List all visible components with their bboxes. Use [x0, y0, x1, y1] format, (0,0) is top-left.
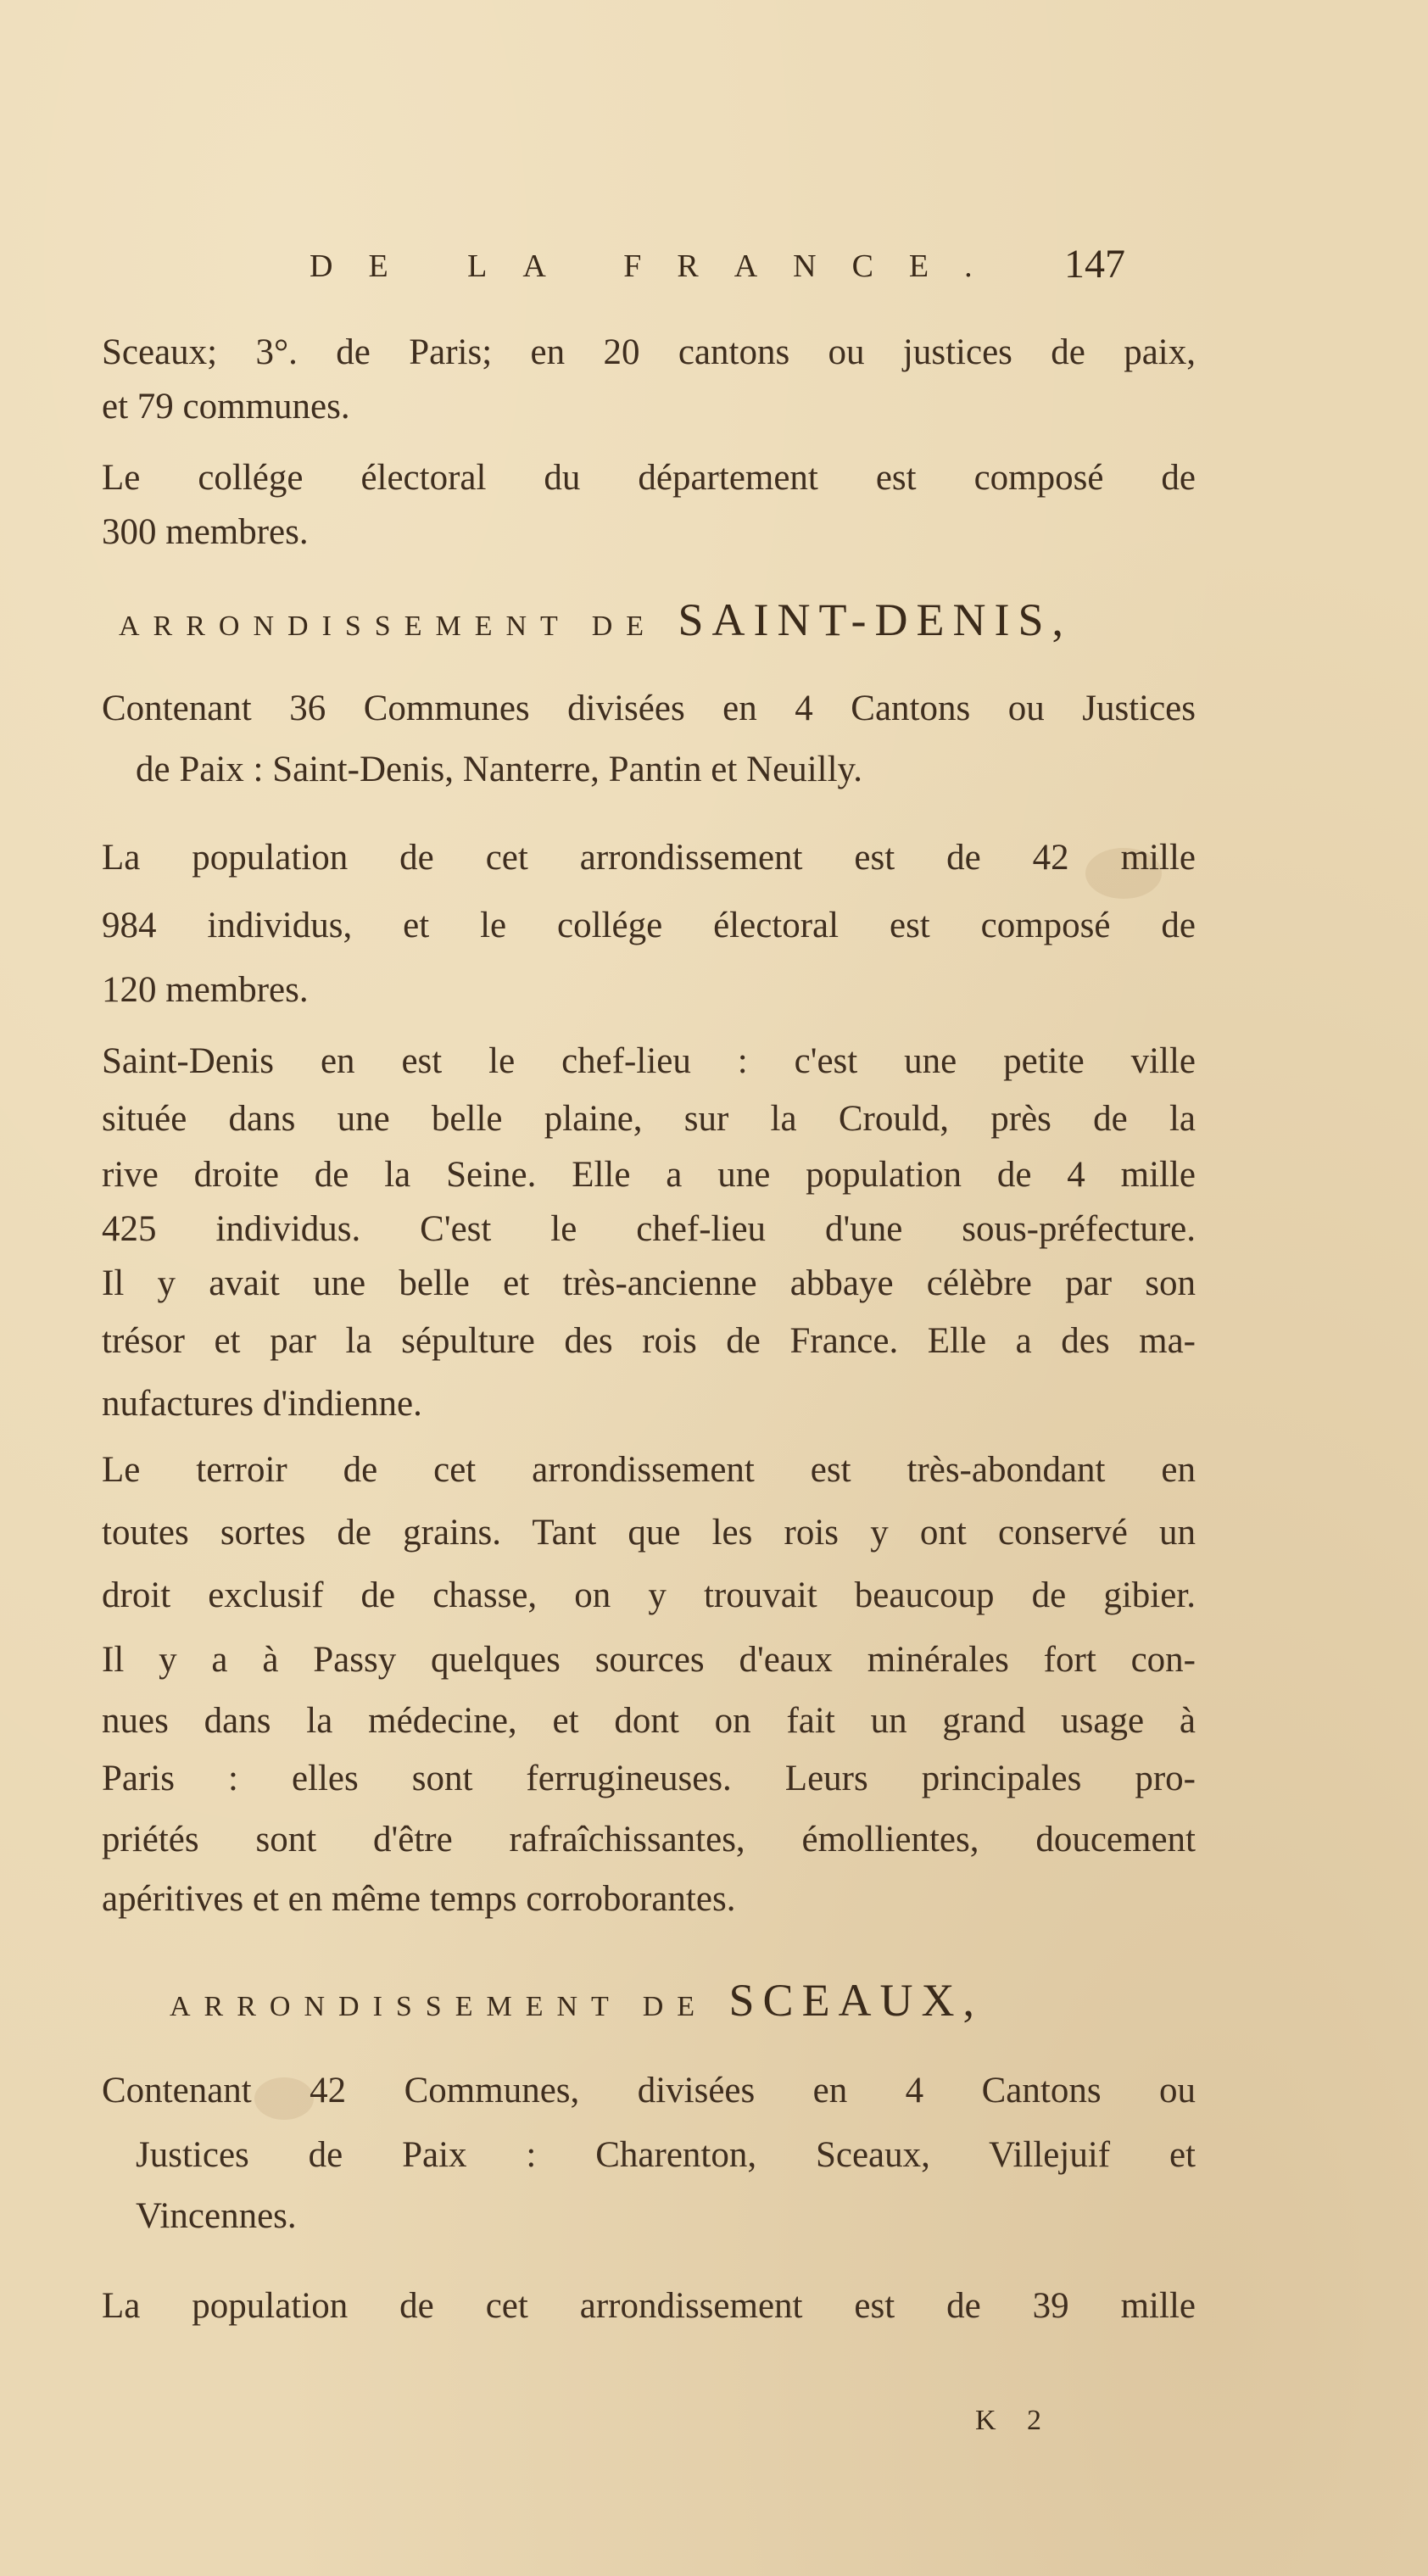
text-line: trésor et par la sépulture des rois de France. Elle a des ma- — [102, 1321, 1196, 1361]
text-line: apéritives et en même temps corroborantes. — [102, 1879, 736, 1919]
text-line: de Paix : Saint-Denis, Nanterre, Pantin et Neuilly. — [136, 750, 863, 789]
section-heading-name: SAINT-DENIS, — [678, 594, 1073, 645]
text-line: Paris : elles sont ferrugineuses. Leurs principales pro- — [102, 1759, 1196, 1798]
text-line: Contenant 42 Communes, divisées en 4 Cantons ou — [102, 2071, 1196, 2110]
text-line: La population de cet arrondissement est de 39 mille — [102, 2286, 1196, 2326]
text-line: droit exclusif de chasse, on y trouvait beaucoup de gibier. — [102, 1575, 1196, 1615]
text-line: nufactures d'indienne. — [102, 1384, 422, 1424]
section-heading-name: SCEAUX, — [728, 1975, 984, 2026]
text-line: Il y avait une belle et très-ancienne abbaye célèbre par son — [102, 1263, 1196, 1303]
text-line: Il y a à Passy quelques sources d'eaux minérales fort con- — [102, 1640, 1196, 1680]
text-line: Sceaux; 3°. de Paris; en 20 cantons ou justices de paix, — [102, 332, 1196, 372]
section-heading-prefix: ARRONDISSEMENT DE — [170, 1991, 709, 2022]
text-line: La population de cet arrondissement est de 42 mille — [102, 838, 1196, 878]
text-line: Justices de Paix : Charenton, Sceaux, Villejuif et — [136, 2135, 1196, 2175]
section-heading-sceaux — [170, 1974, 983, 2027]
text-line: située dans une belle plaine, sur la Crould, près de la — [102, 1099, 1196, 1139]
text-line: et 79 communes. — [102, 387, 350, 427]
text-line: 120 membres. — [102, 970, 309, 1010]
text-line: Saint-Denis en est le chef-lieu : c'est une petite ville — [102, 1041, 1196, 1081]
signature-mark: K 2 — [975, 2405, 1054, 2436]
section-heading-saint-denis — [119, 594, 1072, 646]
text-line: Le terroir de cet arrondissement est très-abondant en — [102, 1450, 1196, 1490]
text-line: nues dans la médecine, et dont on fait un grand usage à — [102, 1701, 1196, 1741]
section-heading-prefix: ARRONDISSEMENT DE — [119, 611, 658, 642]
text-line: Contenant 36 Communes divisées en 4 Cantons ou Justices — [102, 689, 1196, 728]
text-line: Le collége électoral du département est composé de — [102, 458, 1196, 498]
text-line: toutes sortes de grains. Tant que les rois y ont conservé un — [102, 1513, 1196, 1553]
text-line: 425 individus. C'est le chef-lieu d'une sous-préfecture. — [102, 1209, 1196, 1249]
text-line: 300 membres. — [102, 512, 309, 552]
text-line: rive droite de la Seine. Elle a une population de 4 mille — [102, 1155, 1196, 1195]
page-number: 147 — [1064, 242, 1125, 287]
text-line: Vincennes. — [136, 2196, 297, 2236]
running-head: DE LA FRANCE. — [310, 248, 1008, 284]
text-line: 984 individus, et le collége électoral est composé de — [102, 906, 1196, 945]
text-line: priétés sont d'être rafraîchissantes, émollientes, doucement — [102, 1820, 1196, 1860]
